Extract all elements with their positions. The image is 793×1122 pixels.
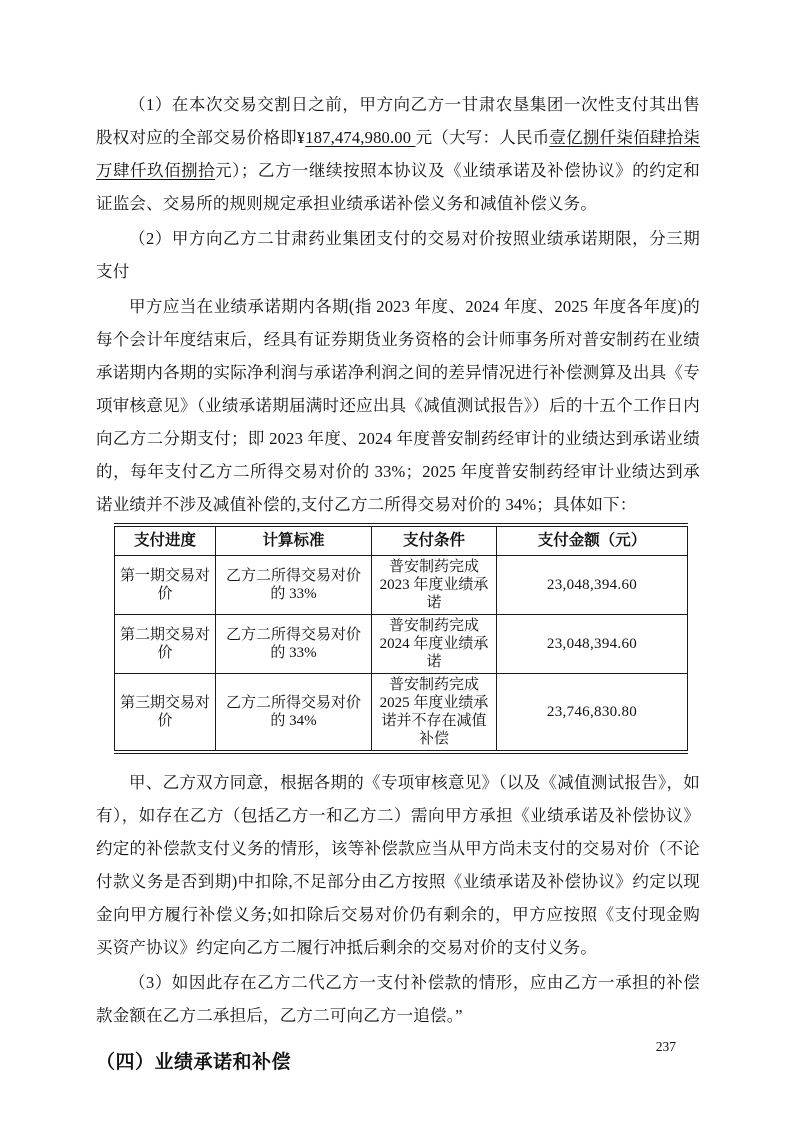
cell-stage: 第一期交易对价 [115,556,216,615]
paragraph-5: （3）如因此存在乙方二代乙方一支付补偿款的情形，应由乙方一承担的补偿款金额在乙方二承担后，乙方二可向乙方一追偿。” [96,973,700,1025]
table-row [115,615,688,674]
cell-standard: 乙方二所得交易对价的 34% [216,674,372,753]
cell-condition: 普安制药完成 2024 年度业绩承诺 [372,615,497,674]
p1-text-mid: 元（大写：人民币 [415,128,550,147]
cell-stage: 第三期交易对价 [115,674,216,753]
paragraph-4: 甲、乙方双方同意，根据各期的《专项审核意见》（以及《减值测试报告》，如有），如存在乙方（包括乙方一和乙方二）需向甲方承担《业绩承诺及补偿协议》约定的补偿款支付义务的情形，该等补偿款应当从甲方尚未支付的交易对价（不论付款义务是否到期)中扣除,不足部分由乙方按照《业绩承诺及补偿协议》约定以现金向甲方履行补偿义务;如扣除后交易对价仍有剩余的，甲方应按照《支付现金购买资产协议》约定向乙方二履行冲抵后剩余的交易对价的支付义务。 [96,773,700,957]
cell-amount: 23,746,830.80 [497,674,688,753]
p1-text-start: （1）在本次交易交割日之前，甲方向乙方一甘肃农垦集团一次性支付其出售股权对应的全部交易价格即¥ [96,95,700,147]
cell-stage: 第二期交易对价 [115,615,216,674]
page-content [96,88,700,1078]
payment-schedule-table [114,523,688,754]
header-payment-condition: 支付条件 [372,525,497,556]
cell-condition: 普安制药完成 2023 年度业绩承诺 [372,556,497,615]
paragraph-1 [96,88,700,220]
table-row [115,556,688,615]
cell-amount: 23,048,394.60 [497,615,688,674]
p1-amount-numeric: 187,474,980.00 [305,128,416,147]
cell-amount: 23,048,394.60 [497,556,688,615]
header-payment-stage: 支付进度 [115,525,216,556]
page-number: 237 [655,1039,676,1054]
table-row [115,674,688,753]
table-header-row [115,525,688,556]
cell-standard: 乙方二所得交易对价的 33% [216,556,372,615]
cell-condition: 普安制药完成 2025 年度业绩承诺并不存在减值补偿 [372,674,497,753]
header-payment-amount: 支付金额（元） [497,525,688,556]
paragraph-2: （2）甲方向乙方二甘肃药业集团支付的交易对价按照业绩承诺期限，分三期支付 [96,229,700,281]
header-calculation-standard: 计算标准 [216,525,372,556]
section-heading: （四）业绩承诺和补偿 [96,1052,292,1073]
p1-text-end: 元）；乙方一继续按照本协议及《业绩承诺及补偿协议》的约定和证监会、交易所的规则规定承担业绩承诺补偿义务和减值补偿义务。 [96,161,700,213]
p1-amount-words: 壹亿捌仟柒佰肆拾柒万肆仟玖佰捌拾 [96,128,701,180]
cell-standard: 乙方二所得交易对价的 33% [216,615,372,674]
paragraph-3: 甲方应当在业绩承诺期内各期(指 2023 年度、2024 年度、2025 年度各年度)的每个会计年度结束后，经具有证券期货业务资格的会计师事务所对普安制药在业绩承诺期内各期的实际净利润与承诺净利润之间的差异情况进行补偿测算及出具《专项审核意见》（业绩承诺期届满时还应出具《减值测试报告》）后的十五个工作日内向乙方二分期支付；即 2023 年度、2024 年度普安制药经审计的业绩达到承诺业绩的，每年支付乙方二所得交易对价的 33%；2025 年度普安制药经审计业绩达到承诺业绩并不涉及减值补偿的,支付乙方二所得交易对价的 34%；具体如下： [96,297,700,514]
